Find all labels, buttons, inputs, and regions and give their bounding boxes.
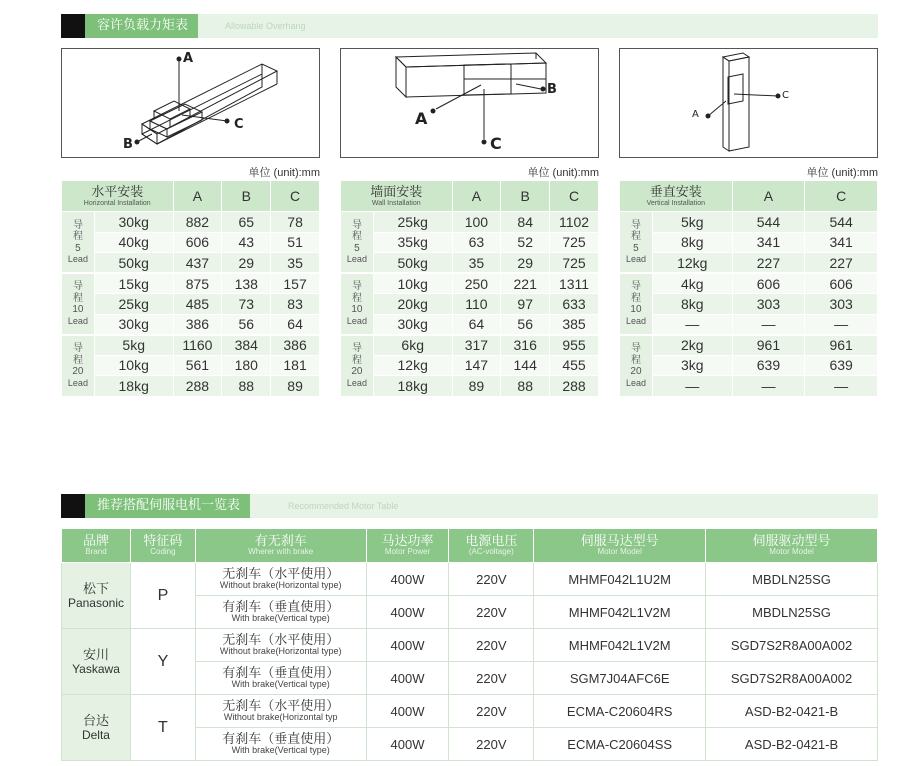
col-header-a: A [452,181,501,212]
value-cell: 882 [173,212,222,233]
value-cell: 437 [173,253,222,274]
value-cell: 64 [452,314,501,335]
brake-zh: 有刹车（垂直使用） [222,664,340,680]
driver-model-cell: ASD-B2-0421-B [706,695,878,728]
table-row [620,376,878,397]
diagram-label-c: C [782,90,789,101]
lead-zh-2: 程 [630,292,641,304]
value-cell: 386 [271,335,320,356]
header-en: Motor Model [597,547,642,557]
motor-col-voltage [449,529,534,563]
value-cell: 65 [222,212,271,233]
load-cell: 50kg [94,253,173,274]
lead-group-label [341,335,374,397]
col-header-c: C [271,181,320,212]
load-cell: 4kg [652,273,732,294]
load-cell: 30kg [373,314,452,335]
lead-zh-2: 程 [72,231,83,243]
value-cell: 83 [271,294,320,315]
table-row [62,335,320,356]
power-cell: 400W [366,629,449,662]
value-cell: 147 [452,355,501,376]
overhang-table-horizontal [61,180,320,397]
load-cell: 8kg [652,232,732,253]
value-cell: 29 [222,253,271,274]
motor-col-brand [62,529,131,563]
value-cell: 138 [222,273,271,294]
value-cell: 100 [452,212,501,233]
lead-en: Lead [346,315,367,326]
brake-en: Without brake(Horizontal typ [223,712,338,723]
load-cell: 18kg [373,376,452,397]
brake-en: With brake(Vertical type) [231,679,330,690]
lead-zh-2: 程 [351,354,362,366]
value-cell: 455 [550,355,599,376]
value-cell: 303 [805,294,878,315]
driver-model-cell: MBDLN25SG [706,563,878,596]
load-cell: — [652,314,732,335]
lead-number: 5 [75,242,81,254]
value-cell: 88 [222,376,271,397]
value-cell: 606 [805,273,878,294]
lead-zh-1: 导 [351,343,362,355]
value-cell: 606 [732,273,805,294]
power-cell: 400W [366,695,449,728]
lead-zh-1: 导 [72,219,83,231]
table-row [620,273,878,294]
load-cell: 15kg [94,273,173,294]
value-cell: 961 [732,335,805,356]
value-cell: 84 [501,212,550,233]
table-row [341,335,599,356]
motor-table [61,528,878,761]
motor-subtitle: Recommended Motor Table [288,501,399,511]
load-cell: 40kg [94,232,173,253]
lead-group-label [620,273,653,335]
table-row [341,273,599,294]
motor-model-cell: MHMF042L1U2M [534,563,706,596]
value-cell: 485 [173,294,222,315]
diagram-horizontal [61,48,320,158]
load-cell: — [652,376,732,397]
table-row [620,212,878,233]
power-cell: 400W [366,662,449,695]
power-cell: 400W [366,596,449,629]
mounting-name-en: Vertical Installation [646,200,705,207]
overhang-title: 容许负载力矩表 [85,14,198,38]
table-row [620,232,878,253]
lead-group-label [62,335,95,397]
load-cell: 50kg [373,253,452,274]
value-cell: 78 [271,212,320,233]
load-cell: 25kg [373,212,452,233]
motor-section-header [61,494,878,518]
value-cell: 288 [550,376,599,397]
table-row [620,355,878,376]
value-cell: 288 [173,376,222,397]
value-cell: 227 [805,253,878,274]
value-cell: 875 [173,273,222,294]
table-row [62,273,320,294]
brake-en: With brake(Vertical type) [231,613,330,624]
lead-number: 5 [354,242,360,254]
value-cell: 180 [222,355,271,376]
lead-zh-2: 程 [72,354,83,366]
driver-model-cell: MBDLN25SG [706,596,878,629]
header-en: Wherer with brake [248,547,314,557]
lead-zh-1: 导 [351,281,362,293]
value-cell: 73 [222,294,271,315]
driver-model-cell: SGD7S2R8A00A002 [706,662,878,695]
value-cell: 144 [501,355,550,376]
lead-zh-2: 程 [630,231,641,243]
motor-model-cell: MHMF042L1V2M [534,596,706,629]
header-zh: 伺服驱动型号 [752,532,831,548]
lead-group-label [62,273,95,335]
col-header-a: A [173,181,222,212]
voltage-cell: 220V [449,662,534,695]
lead-zh-1: 导 [351,219,362,231]
table-row [341,232,599,253]
brake-cell [195,695,366,728]
lead-number: 5 [633,242,639,254]
diagram-label-a: A [415,109,428,128]
value-cell: 88 [501,376,550,397]
header-zh: 有无刹车 [254,532,307,548]
table-row [341,212,599,233]
value-cell: 157 [271,273,320,294]
value-cell: — [805,314,878,335]
header-zh: 马达功率 [381,532,434,548]
header-en: (AC-voltage) [468,547,514,557]
brake-zh: 有刹车（垂直使用） [222,598,340,614]
load-cell: 10kg [373,273,452,294]
value-cell: — [732,314,805,335]
driver-model-cell: ASD-B2-0421-B [706,728,878,761]
brake-zh: 有刹车（垂直使用） [222,730,340,746]
value-cell: 633 [550,294,599,315]
brake-zh: 无刹车（水平使用） [222,631,340,647]
lead-en: Lead [67,377,88,388]
value-cell: 303 [732,294,805,315]
brake-cell [195,563,366,596]
diagram-label-b: B [547,82,557,97]
brake-cell [195,596,366,629]
table-row [62,212,320,233]
motor-title: 推荐搭配伺服电机一览表 [85,494,250,518]
load-cell: 5kg [94,335,173,356]
value-cell: 341 [805,232,878,253]
table-header-mounting [620,181,733,212]
mounting-name-zh: 墙面安装 [370,184,423,199]
value-cell: 64 [271,314,320,335]
lead-number: 10 [72,304,84,316]
table-header-mounting [62,181,174,212]
lead-zh-2: 程 [351,292,362,304]
brake-cell [195,662,366,695]
value-cell: 56 [501,314,550,335]
brand-zh: 松下 [82,580,109,596]
lead-en: Lead [625,254,646,265]
lead-group-label [620,212,653,274]
value-cell: 89 [271,376,320,397]
unit-label-horizontal: 单位 (unit):mm [248,167,320,179]
load-cell: 30kg [94,212,173,233]
value-cell: 639 [805,355,878,376]
brake-en: Without brake(Horizontal type) [219,580,342,591]
value-cell: 639 [732,355,805,376]
motor-col-brake [195,529,366,563]
value-cell: 97 [501,294,550,315]
value-cell: 725 [550,253,599,274]
brake-en: Without brake(Horizontal type) [219,646,342,657]
table-row [62,355,320,376]
value-cell: 250 [452,273,501,294]
lead-zh-1: 导 [630,343,641,355]
header-en: Brand [85,547,107,557]
motor-row [62,695,878,728]
value-cell: 544 [805,212,878,233]
header-zh: 伺服马达型号 [580,532,659,548]
lead-number: 20 [630,366,642,378]
motor-col-coding [130,529,195,563]
brand-en: Yaskawa [72,662,120,677]
load-cell: 18kg [94,376,173,397]
lead-en: Lead [625,315,646,326]
lead-zh-1: 导 [630,219,641,231]
value-cell: 89 [452,376,501,397]
value-cell: 43 [222,232,271,253]
header-en: Motor Model [769,547,814,557]
value-cell: 52 [501,232,550,253]
coding-cell: Y [130,629,195,695]
table-row [62,232,320,253]
load-cell: 20kg [373,294,452,315]
value-cell: 385 [550,314,599,335]
voltage-cell: 220V [449,596,534,629]
table-row [620,314,878,335]
value-cell: 1311 [550,273,599,294]
value-cell: 725 [550,232,599,253]
diagram-label-a: A [692,109,699,120]
diagram-label-a: A [183,51,194,66]
brake-zh: 无刹车（水平使用） [222,697,340,713]
lead-zh-1: 导 [72,343,83,355]
lead-number: 20 [351,366,363,378]
value-cell: 341 [732,232,805,253]
voltage-cell: 220V [449,695,534,728]
diagram-wall [340,48,599,158]
header-en: Coding [150,547,176,557]
diagram-label-b: B [123,137,133,152]
header-en: Motor Power [384,547,431,557]
col-header-a: A [732,181,805,212]
motor-col-driver-model [706,529,878,563]
table-header-mounting [341,181,453,212]
motor-row [62,563,878,596]
load-cell: 5kg [652,212,732,233]
voltage-cell: 220V [449,563,534,596]
value-cell: 606 [173,232,222,253]
brake-en: With brake(Vertical type) [231,745,330,756]
voltage-cell: 220V [449,728,534,761]
power-cell: 400W [366,728,449,761]
motor-model-cell: ECMA-C20604RS [534,695,706,728]
load-cell: 2kg [652,335,732,356]
coding-cell: P [130,563,195,629]
motor-row [62,629,878,662]
table-row [620,335,878,356]
load-cell: 25kg [94,294,173,315]
brake-zh: 无刹车（水平使用） [222,565,340,581]
value-cell: — [805,376,878,397]
diagram-label-c: C [234,117,244,132]
coding-cell: T [130,695,195,761]
header-zh: 特征码 [143,532,183,548]
lead-en: Lead [346,254,367,265]
table-row [620,294,878,315]
unit-label-wall: 单位 (unit):mm [527,167,599,179]
lead-zh-2: 程 [351,231,362,243]
value-cell: 961 [805,335,878,356]
table-row [341,355,599,376]
overhang-table-wall [340,180,599,397]
brake-cell [195,629,366,662]
value-cell: 227 [732,253,805,274]
lead-zh-2: 程 [630,354,641,366]
brand-en: Panasonic [67,596,124,611]
brand-cell [62,629,131,695]
mounting-name-zh: 垂直安装 [649,184,702,199]
load-cell: 12kg [373,355,452,376]
lead-zh-2: 程 [72,292,83,304]
value-cell: 35 [452,253,501,274]
table-row [62,314,320,335]
value-cell: 384 [222,335,271,356]
value-cell: 29 [501,253,550,274]
mounting-name-en: Wall Installation [371,200,421,207]
brake-cell [195,728,366,761]
table-row [62,294,320,315]
value-cell: 561 [173,355,222,376]
value-cell: 56 [222,314,271,335]
brand-cell [62,563,131,629]
table-row [341,376,599,397]
unit-label-vertical: 单位 (unit):mm [806,167,878,179]
lead-number: 20 [72,366,84,378]
mounting-name-zh: 水平安装 [91,184,144,199]
value-cell: 110 [452,294,501,315]
col-header-c: C [805,181,878,212]
brand-cell [62,695,131,761]
load-cell: 10kg [94,355,173,376]
lead-group-label [620,335,653,397]
power-cell: 400W [366,563,449,596]
driver-model-cell: SGD7S2R8A00A002 [706,629,878,662]
value-cell: — [732,376,805,397]
motor-model-cell: MHMF042L1V2M [534,629,706,662]
value-cell: 386 [173,314,222,335]
value-cell: 63 [452,232,501,253]
voltage-cell: 220V [449,629,534,662]
table-row [62,253,320,274]
overhang-section-header [61,14,878,38]
brand-zh: 安川 [82,646,109,662]
lead-en: Lead [625,377,646,388]
table-row [341,314,599,335]
header-zh: 品牌 [82,532,109,548]
lead-en: Lead [67,254,88,265]
motor-col-motor-model [534,529,706,563]
col-header-c: C [550,181,599,212]
mounting-name-en: Horizontal Installation [83,200,151,207]
motor-model-cell: SGM7J04AFC6E [534,662,706,695]
header-marker [61,494,85,518]
motor-col-power [366,529,449,563]
value-cell: 544 [732,212,805,233]
col-header-b: B [501,181,550,212]
value-cell: 221 [501,273,550,294]
col-header-b: B [222,181,271,212]
lead-number: 10 [630,304,642,316]
load-cell: 35kg [373,232,452,253]
diagram-label-c: C [490,134,502,153]
value-cell: 316 [501,335,550,356]
value-cell: 955 [550,335,599,356]
value-cell: 317 [452,335,501,356]
load-cell: 3kg [652,355,732,376]
lead-group-label [62,212,95,274]
lead-en: Lead [346,377,367,388]
value-cell: 1102 [550,212,599,233]
load-cell: 30kg [94,314,173,335]
overhang-table-vertical [619,180,878,397]
load-cell: 12kg [652,253,732,274]
brand-en: Delta [81,728,110,743]
lead-group-label [341,273,374,335]
lead-zh-1: 导 [72,281,83,293]
value-cell: 35 [271,253,320,274]
lead-zh-1: 导 [630,281,641,293]
table-row [341,253,599,274]
table-row [620,253,878,274]
lead-number: 10 [351,304,363,316]
value-cell: 181 [271,355,320,376]
header-zh: 电源电压 [465,532,518,548]
brand-zh: 台达 [82,712,109,728]
table-row [62,376,320,397]
header-marker [61,14,85,38]
lead-group-label [341,212,374,274]
value-cell: 1160 [173,335,222,356]
value-cell: 51 [271,232,320,253]
diagram-vertical [619,48,878,158]
table-row [341,294,599,315]
load-cell: 8kg [652,294,732,315]
lead-en: Lead [67,315,88,326]
overhang-subtitle: Allowable Overhang [225,21,306,31]
motor-model-cell: ECMA-C20604SS [534,728,706,761]
load-cell: 6kg [373,335,452,356]
